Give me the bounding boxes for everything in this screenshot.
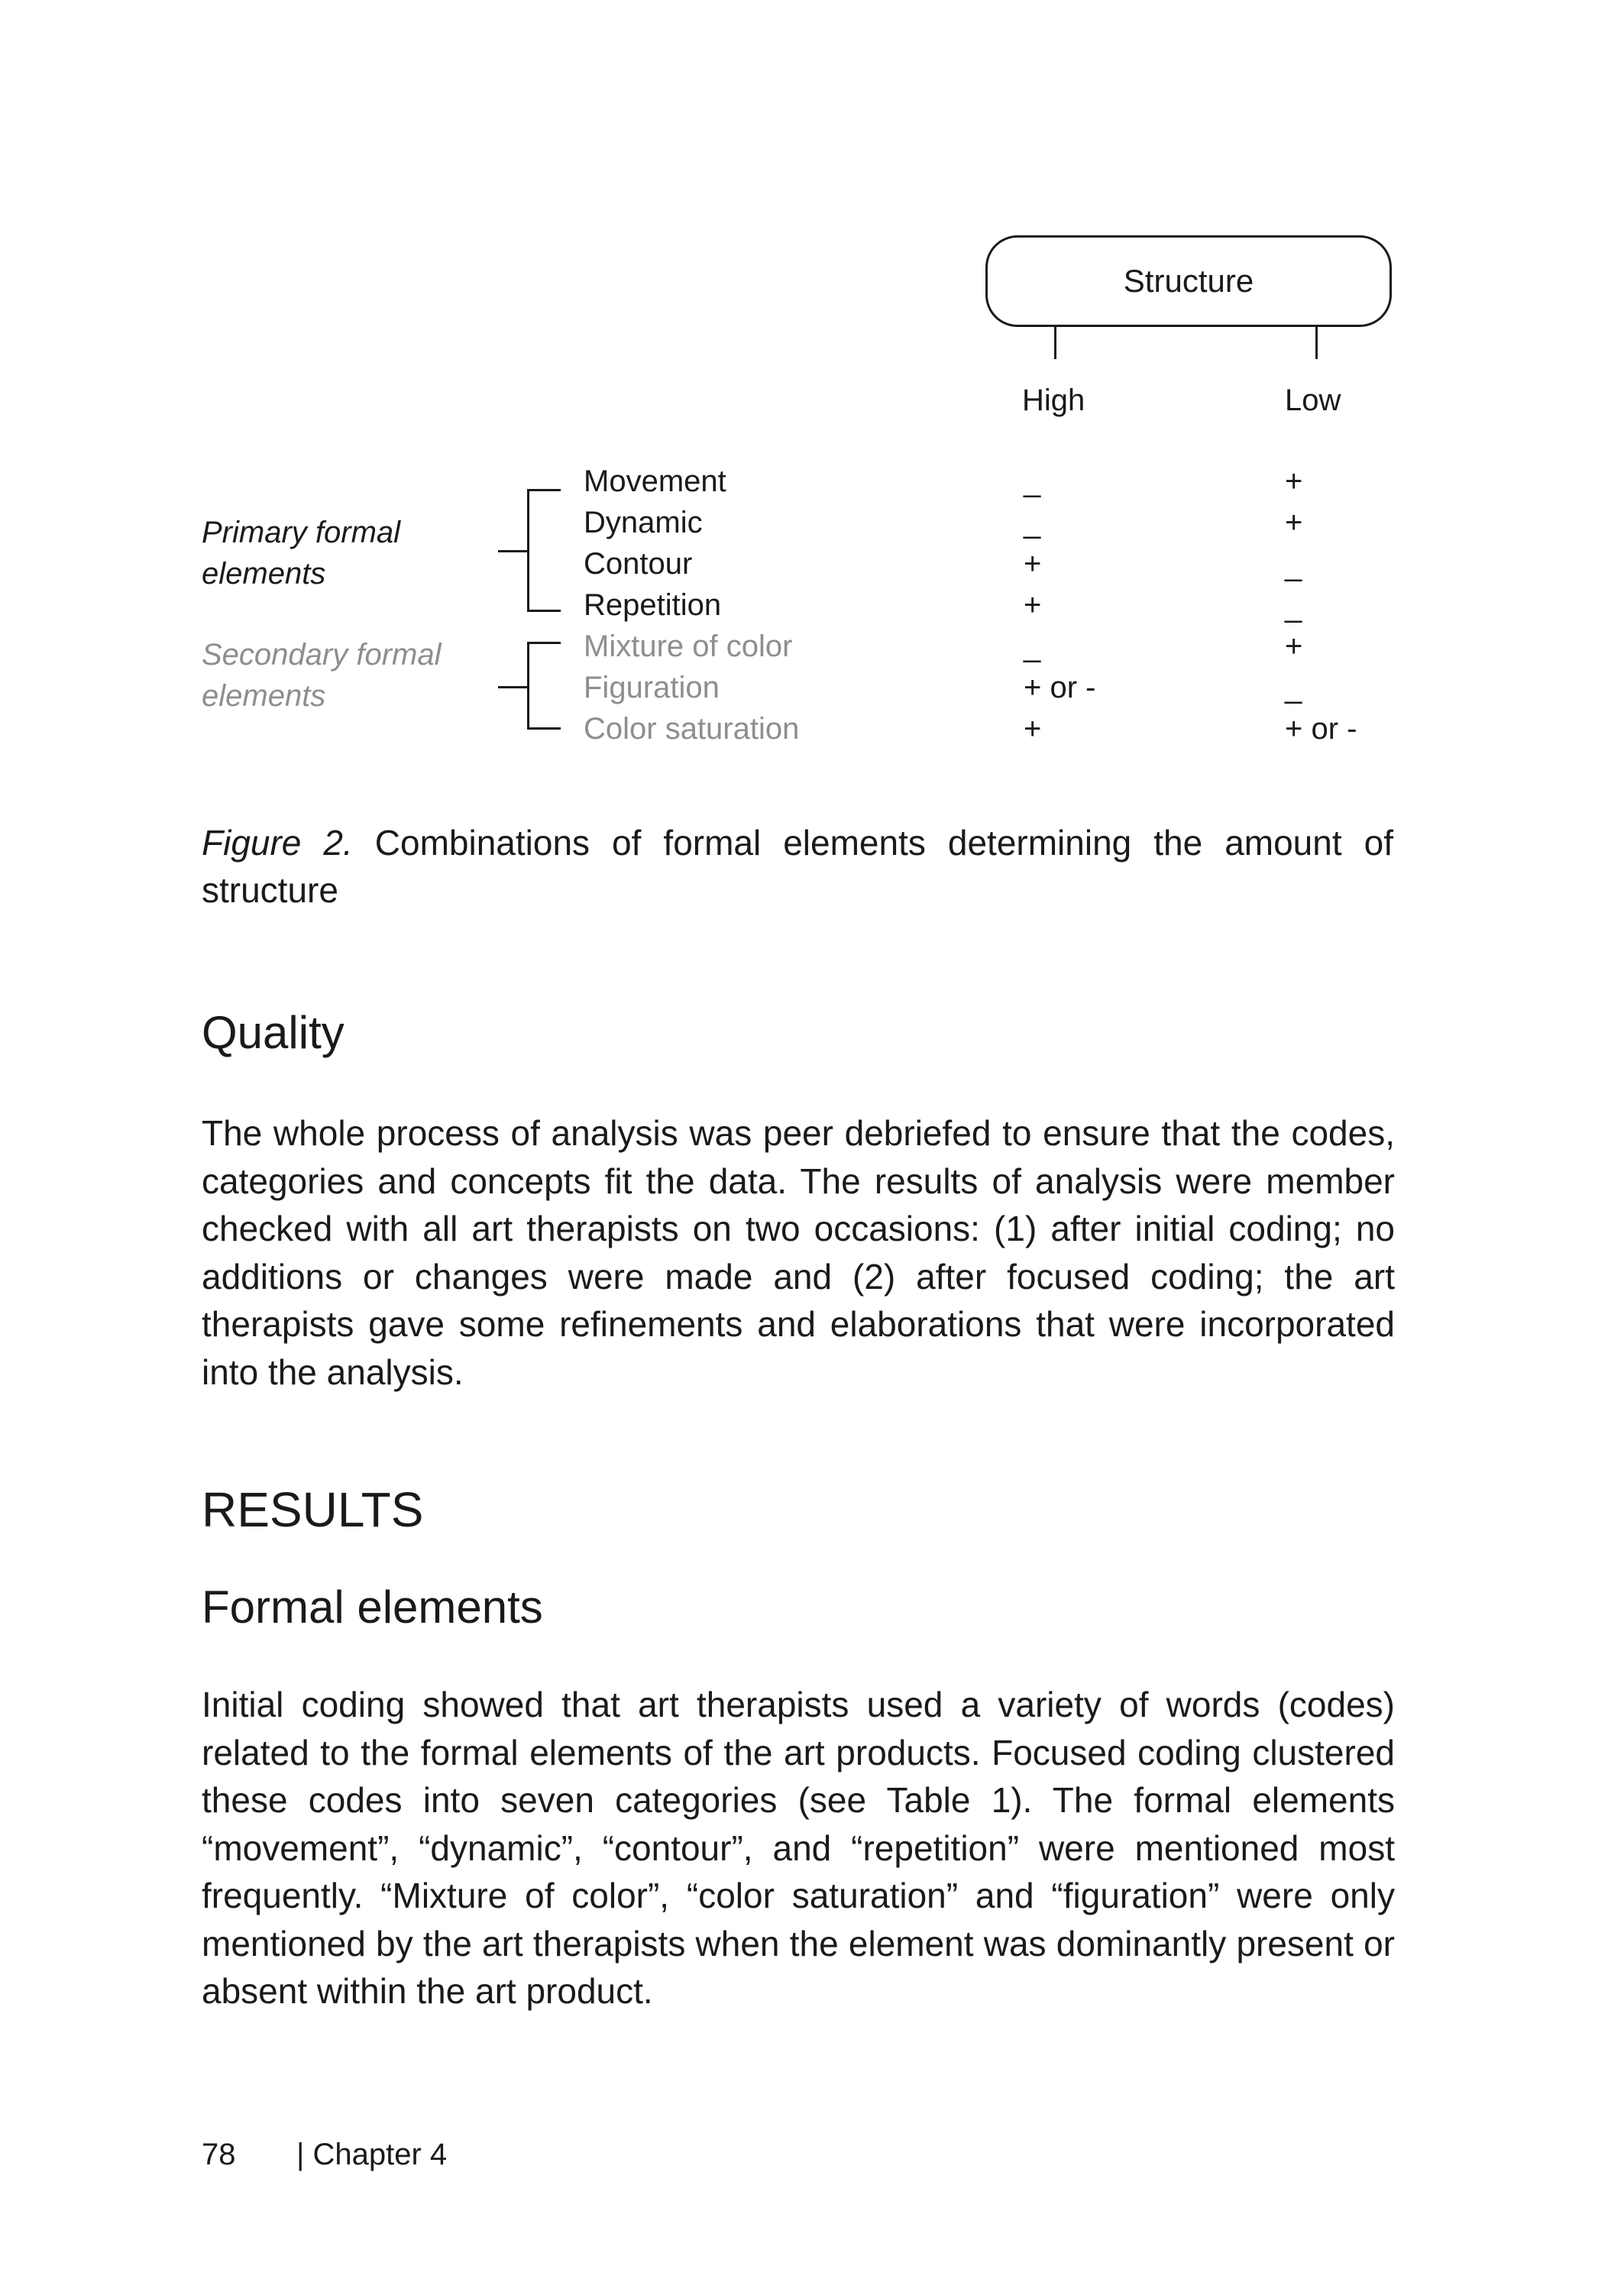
page-number: 78	[202, 2138, 236, 2171]
primary-bracket-bottom	[527, 610, 561, 612]
primary-bracket-stem	[498, 550, 527, 552]
low-value: +	[1285, 630, 1303, 663]
secondary-bracket-bottom	[527, 727, 561, 730]
element-label: Contour	[584, 547, 693, 581]
primary-group-label: Primary formal elements	[202, 516, 401, 591]
high-value: +	[1024, 547, 1042, 581]
primary-bracket-spine	[527, 489, 529, 611]
secondary-group-label: Secondary formal elements	[202, 638, 442, 713]
low-value: _	[1285, 549, 1302, 582]
primary-bracket-top	[527, 489, 561, 491]
element-label: Dynamic	[584, 506, 703, 539]
low-value: + or -	[1285, 712, 1357, 746]
low-value: _	[1285, 671, 1302, 704]
secondary-bracket-top	[527, 642, 561, 644]
formal-elements-heading: Formal elements	[202, 1581, 543, 1633]
figure-caption-text: Combinations of formal elements determining the amount of structure	[202, 823, 1394, 910]
high-value: _	[1024, 630, 1041, 663]
column-header-low: Low	[1285, 384, 1341, 417]
structure-box	[985, 235, 1392, 327]
secondary-bracket-stem	[498, 686, 527, 688]
high-value: _	[1024, 465, 1041, 498]
results-heading: RESULTS	[202, 1482, 424, 1537]
low-connector	[1315, 327, 1318, 359]
high-value: _	[1024, 506, 1041, 539]
element-label: Mixture of color	[584, 630, 793, 663]
column-header-high: High	[1022, 384, 1085, 417]
structure-label: Structure	[1123, 263, 1254, 299]
high-value: +	[1024, 588, 1042, 622]
quality-paragraph: The whole process of analysis was peer debriefed to ensure that the codes, categories and concepts fit the data. The results of analysis were member checked with all art therapists on two occasions: (1) after initial coding; no additions or changes were made and (2) after focused coding; the art therapists gave some refinements and elaborations that were incorporated into the analysis.	[202, 1113, 1395, 1392]
element-label: Color saturation	[584, 712, 800, 746]
secondary-bracket-spine	[527, 642, 529, 729]
element-label: Figuration	[584, 671, 720, 704]
element-label: Repetition	[584, 588, 722, 622]
low-value: _	[1285, 590, 1302, 623]
quality-heading: Quality	[202, 1007, 345, 1058]
high-value: + or -	[1024, 671, 1096, 704]
results-paragraph: Initial coding showed that art therapists used a variety of words (codes) related to the formal elements of the art products. Focused coding clustered these codes into seven categories (see Table 1). The formal elements “movement”, “dynamic”, “contour”, and “repetition” were mentioned most frequently. “Mixture of color”, “color saturation” and “figuration” were only mentioned by the art therapists when the element was dominantly present or absent within the art product.	[202, 1685, 1395, 2011]
element-label: Movement	[584, 465, 726, 498]
low-value: +	[1285, 506, 1303, 539]
chapter-label: | Chapter 4	[296, 2138, 448, 2171]
figure-caption	[202, 819, 1393, 914]
figure-caption-label: Figure 2.	[202, 823, 353, 863]
low-value: +	[1285, 465, 1303, 498]
high-value: +	[1024, 712, 1042, 746]
high-connector	[1054, 327, 1056, 359]
